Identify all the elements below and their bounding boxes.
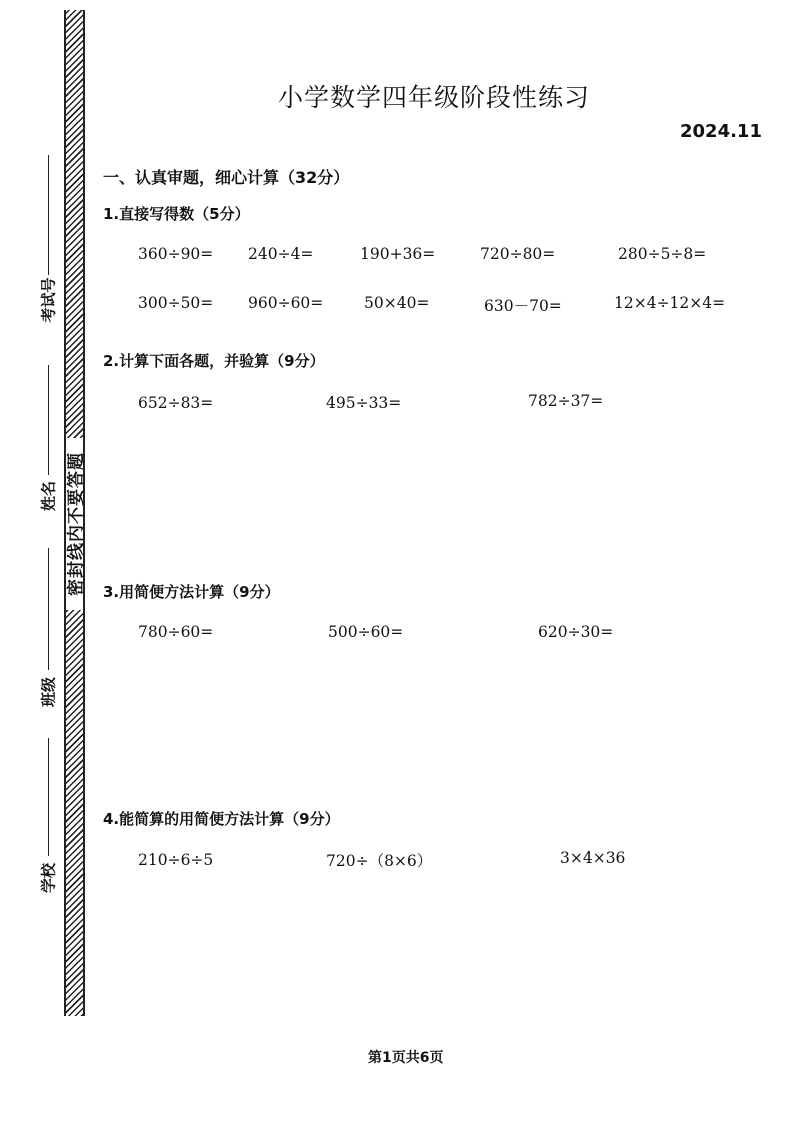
- part-3-heading: 3.用简便方法计算（9分）: [103, 583, 280, 601]
- class-label: 班级: [39, 676, 58, 708]
- exam-number-label: 考试号: [39, 277, 58, 323]
- problem: 300÷50=: [138, 294, 214, 312]
- problem: 652÷83=: [138, 394, 214, 412]
- exam-number-line: [48, 155, 49, 275]
- problem: 782÷37=: [528, 392, 604, 410]
- problem: 280÷5÷8=: [618, 245, 707, 263]
- name-line: [48, 365, 49, 475]
- problem: 720÷（8×6）: [326, 852, 433, 870]
- exam-date: 2024.11: [680, 121, 762, 142]
- page-title: 小学数学四年级阶段性练习: [278, 83, 591, 112]
- page-number: 第1页共6页: [368, 1050, 444, 1066]
- seal-line-notice: 密封线内不要答题: [66, 452, 87, 596]
- problem: 190+36=: [360, 245, 436, 263]
- part-4-heading: 4.能简算的用简便方法计算（9分）: [103, 810, 340, 828]
- school-line: [48, 738, 49, 856]
- problem: 12×4÷12×4=: [614, 294, 726, 312]
- part-2-heading: 2.计算下面各题，并验算（9分）: [103, 352, 325, 370]
- class-line: [48, 548, 49, 670]
- problem: 50×40=: [364, 294, 430, 312]
- problem: 720÷80=: [480, 245, 556, 263]
- problem: 240÷4=: [248, 245, 314, 263]
- problem: 960÷60=: [248, 294, 324, 312]
- problem: 495÷33=: [326, 394, 402, 412]
- problem: 630－70=: [484, 297, 562, 315]
- school-label: 学校: [39, 862, 58, 894]
- name-label: 姓名: [39, 480, 58, 512]
- problem: 360÷90=: [138, 245, 214, 263]
- problem: 3×4×36: [560, 849, 626, 867]
- section-heading: 一、认真审题，细心计算（32分）: [103, 168, 350, 187]
- problem: 210÷6÷5: [138, 851, 214, 869]
- problem: 620÷30=: [538, 623, 614, 641]
- problem: 500÷60=: [328, 623, 404, 641]
- problem: 780÷60=: [138, 623, 214, 641]
- part-1-heading: 1.直接写得数（5分）: [103, 205, 250, 223]
